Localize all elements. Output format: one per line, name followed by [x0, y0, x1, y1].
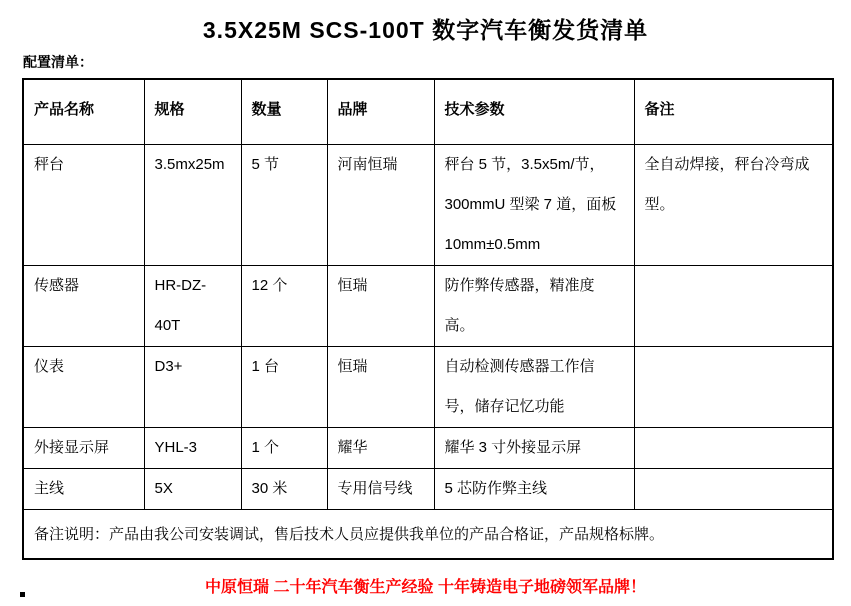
cell-product-name: 主线 [23, 468, 144, 509]
cell-qty: 5 节 [241, 144, 327, 265]
footer-slogan: 中原恒瑞 二十年汽车衡生产经验 十年铸造电子地磅领军品牌！ [205, 579, 646, 596]
cell-remark [634, 468, 833, 509]
header-params: 技术参数 [434, 79, 634, 144]
cell-remark [634, 346, 833, 427]
header-brand: 品牌 [327, 79, 434, 144]
cell-params: 自动检测传感器工作信号，储存记忆功能 [434, 346, 634, 427]
cell-qty: 1 台 [241, 346, 327, 427]
cell-qty: 12 个 [241, 265, 327, 346]
cell-remark [634, 265, 833, 346]
config-list-label: 配置清单： [23, 54, 93, 70]
cell-product-name: 外接显示屏 [23, 427, 144, 468]
config-table [22, 78, 834, 560]
cell-product-name: 传感器 [23, 265, 144, 346]
cell-params: 秤台 5 节，3.5x5m/节，300mmU 型梁 7 道，面板 10mm±0.5mm [434, 144, 634, 265]
cell-product-name: 秤台 [23, 144, 144, 265]
cell-spec: HR-DZ-40T [144, 265, 241, 346]
table-row [23, 144, 833, 265]
cell-params: 5 芯防作弊主线 [434, 468, 634, 509]
table-row [23, 427, 833, 468]
cell-product-name: 仪表 [23, 346, 144, 427]
cell-brand: 恒瑞 [327, 346, 434, 427]
cell-spec: YHL-3 [144, 427, 241, 468]
cell-params: 防作弊传感器，精准度高。 [434, 265, 634, 346]
cell-brand: 河南恒瑞 [327, 144, 434, 265]
cell-spec: D3+ [144, 346, 241, 427]
cell-spec: 3.5mx25m [144, 144, 241, 265]
header-qty: 数量 [241, 79, 327, 144]
document-title: 3.5X25M SCS-100T 数字汽车衡发货清单 [202, 17, 649, 43]
table-row [23, 346, 833, 427]
table-note-row [23, 509, 833, 559]
header-spec: 规格 [144, 79, 241, 144]
cell-spec: 5X [144, 468, 241, 509]
table-header-row [23, 79, 833, 144]
cell-remark [634, 427, 833, 468]
cell-params: 耀华 3 寸外接显示屏 [434, 427, 634, 468]
header-product: 产品名称 [23, 79, 144, 144]
cell-brand: 专用信号线 [327, 468, 434, 509]
cell-brand: 恒瑞 [327, 265, 434, 346]
note-cell: 备注说明：产品由我公司安装调试，售后技术人员应提供我单位的产品合格证，产品规格标牌。 [23, 509, 833, 559]
cell-qty: 1 个 [241, 427, 327, 468]
header-remark: 备注 [634, 79, 833, 144]
cell-brand: 耀华 [327, 427, 434, 468]
table-row [23, 265, 833, 346]
cell-remark: 全自动焊接，秤台冷弯成型。 [634, 144, 833, 265]
cursor-dot-mark [20, 592, 25, 597]
table-row [23, 468, 833, 509]
cell-qty: 30 米 [241, 468, 327, 509]
